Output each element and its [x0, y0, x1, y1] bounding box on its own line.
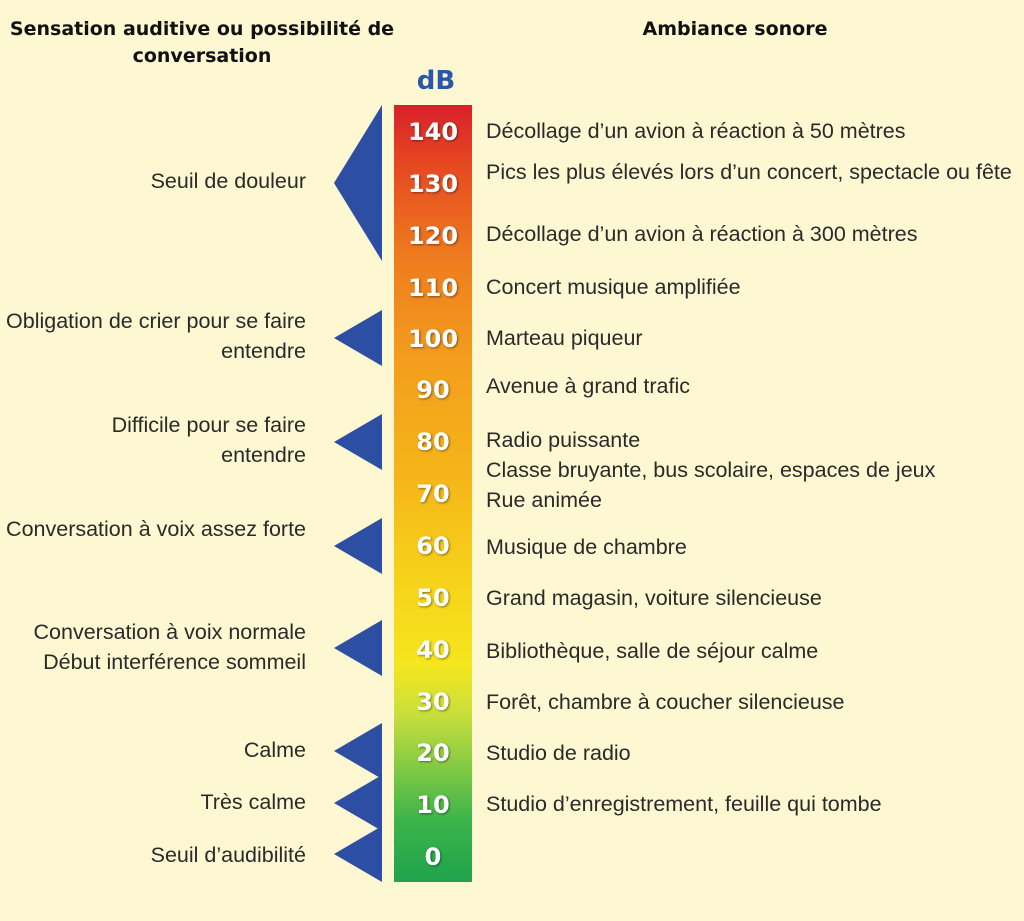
pointer-arrow-icon — [334, 723, 384, 779]
tick-20: 20 — [416, 739, 450, 767]
sensation-label: Conversation à voix normale Début interférence sommeil — [33, 620, 306, 674]
ambiance-item: Musique de chambre — [486, 535, 687, 559]
ambiance-item: Grand magasin, voiture silencieuse — [486, 586, 822, 610]
pointer-arrow-icon — [334, 775, 384, 831]
ambiance-item: Pics les plus élevés lors d’un concert, spectacle ou fête — [486, 160, 1012, 184]
tick-60: 60 — [416, 532, 450, 560]
tick-40: 40 — [416, 636, 450, 664]
tick-50: 50 — [416, 584, 450, 612]
tick-110: 110 — [407, 274, 459, 302]
pointer-arrow-icon — [334, 414, 384, 470]
tick-30: 30 — [416, 688, 450, 716]
sensation-label: Très calme — [200, 790, 306, 814]
sensation-label: Conversation à voix assez forte — [6, 517, 306, 541]
sensation-label: Seuil de douleur — [150, 169, 306, 193]
ambiance-item: Classe bruyante, bus scolaire, espaces de jeux — [486, 458, 936, 482]
ambiance-item: Studio d’enregistrement, feuille qui tombe — [486, 792, 882, 816]
tick-70: 70 — [416, 480, 450, 508]
ambiance-item: Bibliothèque, salle de séjour calme — [486, 639, 819, 663]
sensation-label: Difficile pour se faire entendre — [111, 413, 306, 467]
ambiance-item: Avenue à grand trafic — [486, 374, 690, 398]
sensation-label: Seuil d’audibilité — [150, 843, 306, 867]
ambiance-item: Rue animée — [486, 488, 602, 512]
ambiance-item: Forêt, chambre à coucher silencieuse — [486, 690, 845, 714]
right-column-header: Ambiance sonore — [642, 18, 828, 40]
pointer-arrow-icon — [334, 105, 384, 261]
ambiance-item: Concert musique amplifiée — [486, 275, 741, 299]
decibel-unit-label: dB — [416, 66, 456, 96]
ambiance-item: Décollage d’un avion à réaction à 300 mètres — [486, 222, 918, 246]
tick-130: 130 — [407, 170, 459, 198]
ambiance-item: Radio puissante — [486, 428, 641, 452]
sensation-label: Calme — [243, 738, 306, 762]
ambiance-item: Marteau piqueur — [486, 326, 643, 350]
pointer-arrow-icon — [334, 826, 384, 882]
tick-80: 80 — [416, 428, 450, 456]
pointer-arrow-icon — [334, 620, 384, 676]
tick-10: 10 — [416, 791, 450, 819]
tick-100: 100 — [407, 325, 459, 353]
tick-0: 0 — [424, 843, 442, 871]
tick-140: 140 — [407, 118, 459, 146]
left-column-header: Sensation auditive ou possibilité de conversation — [9, 18, 395, 67]
ambiance-item: Décollage d’un avion à réaction à 50 mètres — [486, 119, 906, 143]
pointer-arrow-icon — [334, 518, 384, 574]
ambiance-item: Studio de radio — [486, 741, 631, 765]
pointer-arrow-icon — [334, 310, 384, 366]
tick-120: 120 — [407, 222, 459, 250]
sensation-label: Obligation de crier pour se faire entendre — [6, 309, 306, 363]
tick-90: 90 — [416, 376, 450, 404]
